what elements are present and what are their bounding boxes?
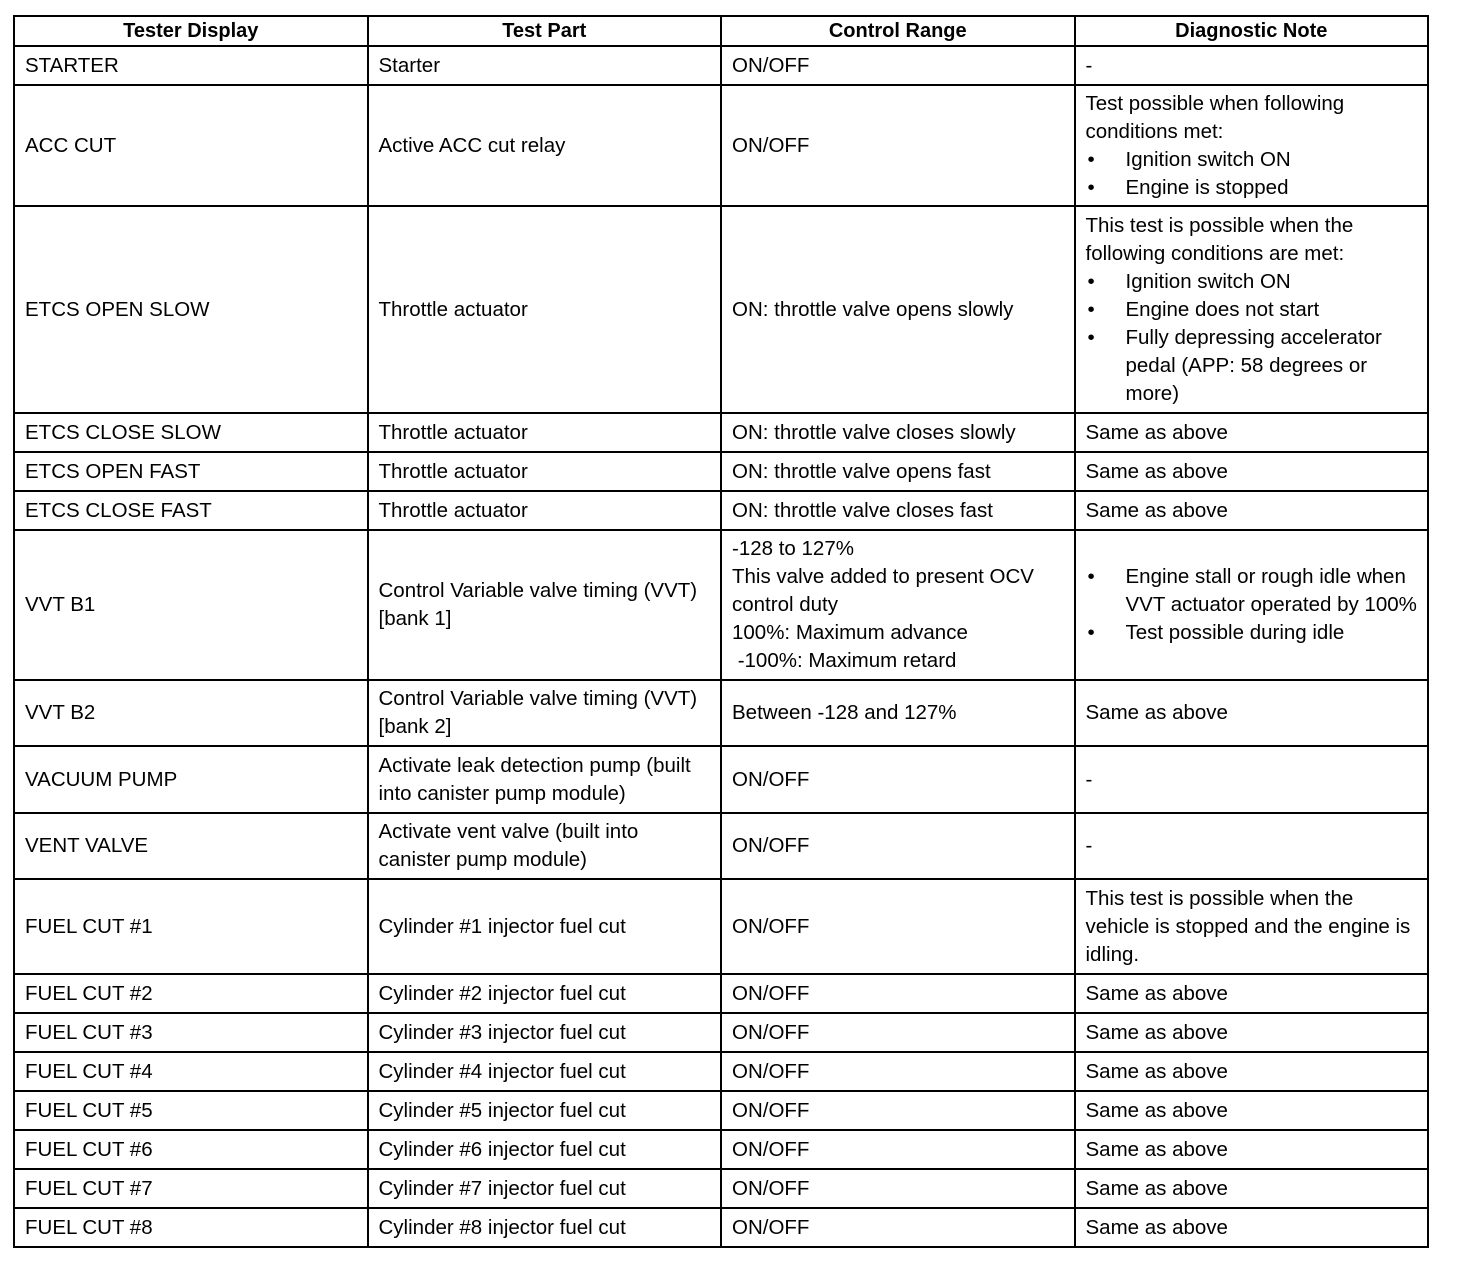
cell-test-part-line: Throttle actuator: [378, 297, 528, 321]
header-test-part: Test Part: [368, 16, 722, 46]
cell-control-range-line: ON/OFF: [732, 834, 810, 857]
table-row: [14, 85, 1428, 206]
cell-test-part: [368, 813, 722, 879]
cell-diagnostic-note: [1075, 46, 1429, 85]
cell-test-part: [368, 491, 722, 530]
cell-diagnostic-note: [1075, 746, 1429, 813]
cell-test-part: [368, 680, 722, 746]
cell-control-range-line: ON/OFF: [732, 133, 810, 157]
cell-control-range: [721, 1130, 1075, 1169]
diagnostic-note-text: Same as above: [1085, 1176, 1228, 1200]
diagnostic-note-text: -: [1085, 767, 1093, 791]
cell-test-part-line: Starter: [378, 53, 441, 77]
cell-test-part-line: Cylinder #8 injector fuel cut: [378, 1215, 626, 1239]
diagnostic-note-text: Same as above: [1085, 1020, 1228, 1044]
cell-diagnostic-note: [1075, 413, 1429, 452]
table-row: [14, 1052, 1428, 1091]
cell-test-part: [368, 413, 722, 452]
diagnostic-note-bullet-list: [1086, 563, 1418, 647]
cell-diagnostic-note: [1075, 1208, 1429, 1247]
diagnostic-note-text: Same as above: [1085, 1215, 1228, 1239]
cell-control-range: [721, 1091, 1075, 1130]
diagnostic-note-text: Same as above: [1085, 498, 1228, 522]
table-row: [14, 46, 1428, 85]
diagnostic-note-text: -: [1085, 53, 1093, 77]
cell-control-range-line: ON/OFF: [732, 767, 810, 791]
cell-diagnostic-note: [1075, 1052, 1429, 1091]
cell-control-range-line: ON/OFF: [732, 981, 810, 1005]
table-row: [14, 413, 1428, 452]
diagnostic-note-text: Same as above: [1085, 701, 1228, 724]
cell-control-range: [721, 680, 1075, 746]
cell-diagnostic-note: [1075, 1013, 1429, 1052]
active-test-table: [13, 15, 1429, 1248]
cell-test-part-line: Activate vent valve (built into canister pump module): [378, 820, 639, 871]
cell-diagnostic-note: [1075, 452, 1429, 491]
cell-tester-display: VENT VALVE: [14, 813, 368, 879]
table-row: [14, 746, 1428, 813]
cell-tester-display: FUEL CUT #6: [14, 1130, 368, 1169]
header-tester-display: Tester Display: [14, 16, 368, 46]
diagnostic-note-bullet: • Ignition switch ON: [1086, 268, 1418, 296]
table-row: [14, 1091, 1428, 1130]
diagnostic-note-text: Same as above: [1085, 1137, 1228, 1161]
cell-test-part-line: Cylinder #3 injector fuel cut: [378, 1020, 626, 1044]
cell-test-part: [368, 1013, 722, 1052]
cell-control-range: [721, 1013, 1075, 1052]
cell-control-range-line: -128 to 127%: [732, 537, 854, 560]
cell-diagnostic-note: [1075, 974, 1429, 1013]
table-row: [14, 680, 1428, 746]
cell-control-range: [721, 452, 1075, 491]
diagnostic-note-text: Same as above: [1085, 981, 1228, 1005]
cell-control-range-line: 100%: Maximum advance: [732, 621, 968, 644]
table-row: [14, 813, 1428, 879]
cell-test-part: [368, 974, 722, 1013]
cell-test-part: [368, 46, 722, 85]
table-row: [14, 1130, 1428, 1169]
cell-diagnostic-note: [1075, 1169, 1429, 1208]
cell-control-range: [721, 1169, 1075, 1208]
cell-test-part: [368, 1091, 722, 1130]
cell-control-range: [721, 530, 1075, 680]
cell-control-range-line: ON: throttle valve closes fast: [732, 498, 993, 522]
cell-control-range: [721, 879, 1075, 974]
cell-diagnostic-note: [1075, 1130, 1429, 1169]
table-row: [14, 530, 1428, 680]
cell-tester-display: STARTER: [14, 46, 368, 85]
diagnostic-note-text: Same as above: [1085, 420, 1228, 444]
header-row: [14, 16, 1428, 46]
header-control-range: Control Range: [721, 16, 1075, 46]
cell-diagnostic-note: [1075, 879, 1429, 974]
diagnostic-note-text: Same as above: [1085, 1059, 1228, 1083]
table-row: [14, 1208, 1428, 1247]
cell-tester-display: FUEL CUT #5: [14, 1091, 368, 1130]
cell-test-part-line: Active ACC cut relay: [378, 133, 566, 157]
cell-test-part-line: Cylinder #5 injector fuel cut: [378, 1098, 626, 1122]
diagnostic-note-text: Same as above: [1085, 459, 1228, 483]
cell-test-part: [368, 1130, 722, 1169]
cell-control-range-line: ON/OFF: [732, 53, 810, 77]
cell-test-part-line: Cylinder #1 injector fuel cut: [378, 914, 626, 938]
cell-tester-display: VVT B2: [14, 680, 368, 746]
table-row: [14, 879, 1428, 974]
cell-test-part-line: Control Variable valve timing (VVT) [bank 1]: [378, 579, 698, 630]
table-row: [14, 491, 1428, 530]
cell-test-part-line: Cylinder #4 injector fuel cut: [378, 1059, 626, 1083]
cell-tester-display: ETCS OPEN SLOW: [14, 206, 368, 413]
diagnostic-note-text: This test is possible when the following conditions are met:: [1085, 213, 1354, 265]
cell-control-range-line: ON/OFF: [732, 1215, 810, 1239]
cell-test-part-line: Throttle actuator: [378, 459, 528, 483]
diagnostic-note-bullet: • Engine does not start: [1086, 296, 1418, 324]
cell-control-range: [721, 974, 1075, 1013]
cell-tester-display: FUEL CUT #4: [14, 1052, 368, 1091]
diagnostic-note-text: Test possible when following conditions met:: [1085, 91, 1345, 143]
cell-control-range: [721, 206, 1075, 413]
diagnostic-note-bullet: • Engine stall or rough idle when VVT actuator operated by 100%: [1086, 563, 1418, 619]
cell-control-range-line: -100%: Maximum retard: [732, 649, 957, 672]
cell-test-part-line: Cylinder #2 injector fuel cut: [378, 981, 626, 1005]
diagnostic-note-text: This test is possible when the vehicle is stopped and the engine is idling.: [1085, 886, 1411, 966]
diagnostic-note-text: Same as above: [1085, 1098, 1228, 1122]
table-row: [14, 1013, 1428, 1052]
cell-control-range: [721, 491, 1075, 530]
cell-control-range-line: ON/OFF: [732, 1098, 810, 1122]
cell-diagnostic-note: [1075, 206, 1429, 413]
table-row: [14, 206, 1428, 413]
cell-tester-display: ETCS CLOSE FAST: [14, 491, 368, 530]
cell-tester-display: FUEL CUT #2: [14, 974, 368, 1013]
cell-control-range: [721, 746, 1075, 813]
diagnostic-note-bullet: • Fully depressing accelerator pedal (APP: 58 degrees or more): [1086, 324, 1418, 408]
cell-test-part-line: Activate leak detection pump (built into canister pump module): [378, 753, 691, 805]
cell-test-part: [368, 206, 722, 413]
cell-test-part: [368, 879, 722, 974]
cell-tester-display: VVT B1: [14, 530, 368, 680]
cell-test-part-line: Cylinder #7 injector fuel cut: [378, 1176, 626, 1200]
cell-control-range-line: Between -128 and 127%: [732, 701, 957, 724]
cell-tester-display: ETCS CLOSE SLOW: [14, 413, 368, 452]
table-body: [14, 46, 1428, 1247]
diagnostic-note-bullet: • Engine is stopped: [1086, 174, 1418, 202]
diagnostic-note-bullet-list: [1086, 146, 1418, 202]
cell-control-range-line: ON/OFF: [732, 914, 810, 938]
cell-tester-display: ACC CUT: [14, 85, 368, 206]
header-diagnostic-note: Diagnostic Note: [1075, 16, 1429, 46]
table-row: [14, 1169, 1428, 1208]
cell-tester-display: VACUUM PUMP: [14, 746, 368, 813]
cell-test-part: [368, 85, 722, 206]
diagnostic-note-bullet: • Ignition switch ON: [1086, 146, 1418, 174]
diagnostic-note-bullet-list: [1086, 268, 1418, 408]
cell-diagnostic-note: [1075, 85, 1429, 206]
cell-control-range: [721, 1052, 1075, 1091]
cell-control-range-line: ON/OFF: [732, 1020, 810, 1044]
cell-test-part: [368, 1169, 722, 1208]
cell-diagnostic-note: [1075, 530, 1429, 680]
cell-test-part: [368, 1052, 722, 1091]
cell-tester-display: FUEL CUT #8: [14, 1208, 368, 1247]
cell-control-range: [721, 1208, 1075, 1247]
cell-diagnostic-note: [1075, 1091, 1429, 1130]
table-row: [14, 452, 1428, 491]
cell-test-part: [368, 1208, 722, 1247]
cell-tester-display: FUEL CUT #3: [14, 1013, 368, 1052]
cell-control-range: [721, 813, 1075, 879]
cell-control-range-line: ON/OFF: [732, 1176, 810, 1200]
cell-test-part-line: Throttle actuator: [378, 420, 528, 444]
cell-control-range-line: ON: throttle valve opens slowly: [732, 297, 1014, 321]
cell-test-part: [368, 452, 722, 491]
cell-test-part-line: Control Variable valve timing (VVT) [bank 2]: [378, 687, 698, 738]
cell-test-part-line: Throttle actuator: [378, 498, 528, 522]
cell-control-range: [721, 413, 1075, 452]
cell-test-part: [368, 530, 722, 680]
cell-tester-display: FUEL CUT #1: [14, 879, 368, 974]
cell-control-range: [721, 85, 1075, 206]
cell-tester-display: FUEL CUT #7: [14, 1169, 368, 1208]
table-row: [14, 974, 1428, 1013]
cell-test-part: [368, 746, 722, 813]
cell-control-range-line: ON/OFF: [732, 1137, 810, 1161]
cell-diagnostic-note: [1075, 491, 1429, 530]
cell-control-range-line: ON: throttle valve opens fast: [732, 459, 991, 483]
cell-tester-display: ETCS OPEN FAST: [14, 452, 368, 491]
diagnostic-note-bullet: • Test possible during idle: [1086, 619, 1418, 647]
cell-diagnostic-note: [1075, 813, 1429, 879]
cell-control-range-line: ON/OFF: [732, 1059, 810, 1083]
diagnostic-note-text: -: [1085, 834, 1093, 857]
cell-control-range-line: ON: throttle valve closes slowly: [732, 420, 1016, 444]
cell-diagnostic-note: [1075, 680, 1429, 746]
cell-test-part-line: Cylinder #6 injector fuel cut: [378, 1137, 626, 1161]
cell-control-range-line: This valve added to present OCV control duty: [732, 565, 1040, 616]
cell-control-range: [721, 46, 1075, 85]
